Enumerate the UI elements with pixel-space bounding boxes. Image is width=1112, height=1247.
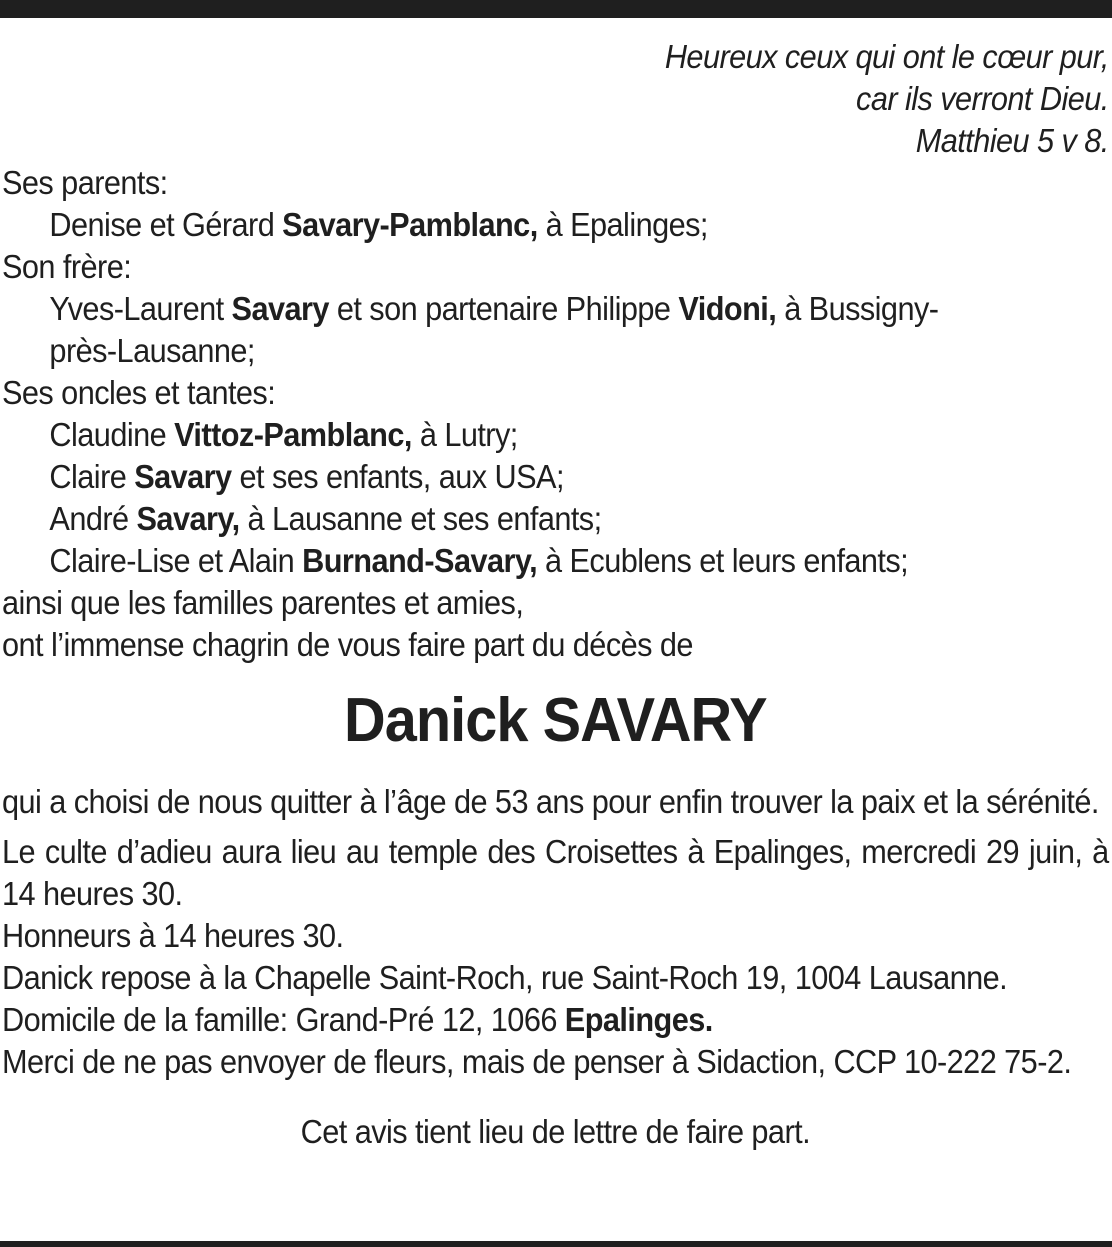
- resting-place: Danick repose à la Chapelle Saint-Roch, rue Saint-Roch 19, 1004 Lausanne.: [2, 959, 1008, 996]
- partner-first-name: et son partenaire Philippe: [328, 290, 679, 327]
- epigraph-reference: Matthieu 5 v 8.: [915, 122, 1109, 159]
- brother-surname: Savary: [231, 290, 329, 327]
- uncle-4-first-names: Claire-Lise et Alain: [49, 542, 303, 579]
- parents-entry: [2, 204, 1109, 246]
- uncle-4-place: à Ecublens et leurs enfants;: [537, 542, 909, 579]
- brother-place-part-1: à Bussigny-: [776, 290, 939, 327]
- uncle-1-place: à Lutry;: [411, 416, 518, 453]
- uncle-entry-2: [2, 456, 1109, 498]
- uncle-3-first-name: André: [49, 500, 137, 537]
- uncle-entry-1: [2, 414, 1109, 456]
- uncles-heading: Ses oncles et tantes:: [2, 374, 276, 411]
- obituary-notice: [2, 36, 1109, 1153]
- epigraph-line-1: Heureux ceux qui ont le cœur pur,: [664, 38, 1109, 75]
- parents-heading: Ses parents:: [2, 164, 168, 201]
- honours-time: Honneurs à 14 heures 30.: [2, 917, 344, 954]
- parents-surname: Savary-Pamblanc,: [282, 206, 538, 243]
- uncle-3-place: à Lausanne et ses enfants;: [239, 500, 602, 537]
- epigraph: [2, 36, 1109, 162]
- uncle-1-surname: Vittoz-Pamblanc,: [174, 416, 412, 453]
- domicile-address: Domicile de la famille: Grand-Pré 12, 1066: [2, 1001, 565, 1038]
- parents-first-names: Denise et Gérard: [49, 206, 283, 243]
- farewell-text: qui a choisi de nous quitter à l’âge de 53 ans pour enfin trouver la paix et la sérénité.: [2, 783, 1099, 820]
- partner-surname: Vidoni,: [678, 290, 777, 327]
- brother-entry: [2, 288, 1109, 372]
- uncle-4-surname: Burnand-Savary,: [302, 542, 538, 579]
- family-domicile: [2, 999, 1109, 1041]
- top-rule: [0, 0, 1112, 18]
- domicile-town: Epalinges.: [564, 1001, 713, 1038]
- uncle-entry-3: [2, 498, 1109, 540]
- uncle-2-surname: Savary: [134, 458, 232, 495]
- bottom-rule: [0, 1241, 1112, 1247]
- brother-first-name: Yves-Laurent: [49, 290, 232, 327]
- service-details: Le culte d’adieu aura lieu au temple des Croisettes à Epalinges, mercredi 29 juin, à 14 heures 30.: [2, 833, 1109, 912]
- other-relatives: ainsi que les familles parentes et amies,: [2, 584, 524, 621]
- announcement-line: ont l’immense chagrin de vous faire part du décès de: [2, 626, 693, 663]
- brother-heading: Son frère:: [2, 248, 132, 285]
- uncle-1-first-name: Claudine: [49, 416, 175, 453]
- closing-note: Cet avis tient lieu de lettre de faire part.: [300, 1113, 811, 1150]
- uncle-entry-4: [2, 540, 1109, 582]
- family-list: [2, 162, 1109, 666]
- uncle-2-first-name: Claire: [49, 458, 135, 495]
- flowers-request: Merci de ne pas envoyer de fleurs, mais de penser à Sidaction, CCP 10-222 75-2.: [2, 1043, 1072, 1080]
- deceased-name: Danick SAVARY: [344, 686, 767, 755]
- epigraph-line-2: car ils verront Dieu.: [856, 80, 1109, 117]
- uncle-3-surname: Savary,: [136, 500, 240, 537]
- brother-place-part-2: près-Lausanne;: [49, 332, 255, 369]
- parents-place: à Epalinges;: [537, 206, 708, 243]
- uncle-2-place: et ses enfants, aux USA;: [231, 458, 564, 495]
